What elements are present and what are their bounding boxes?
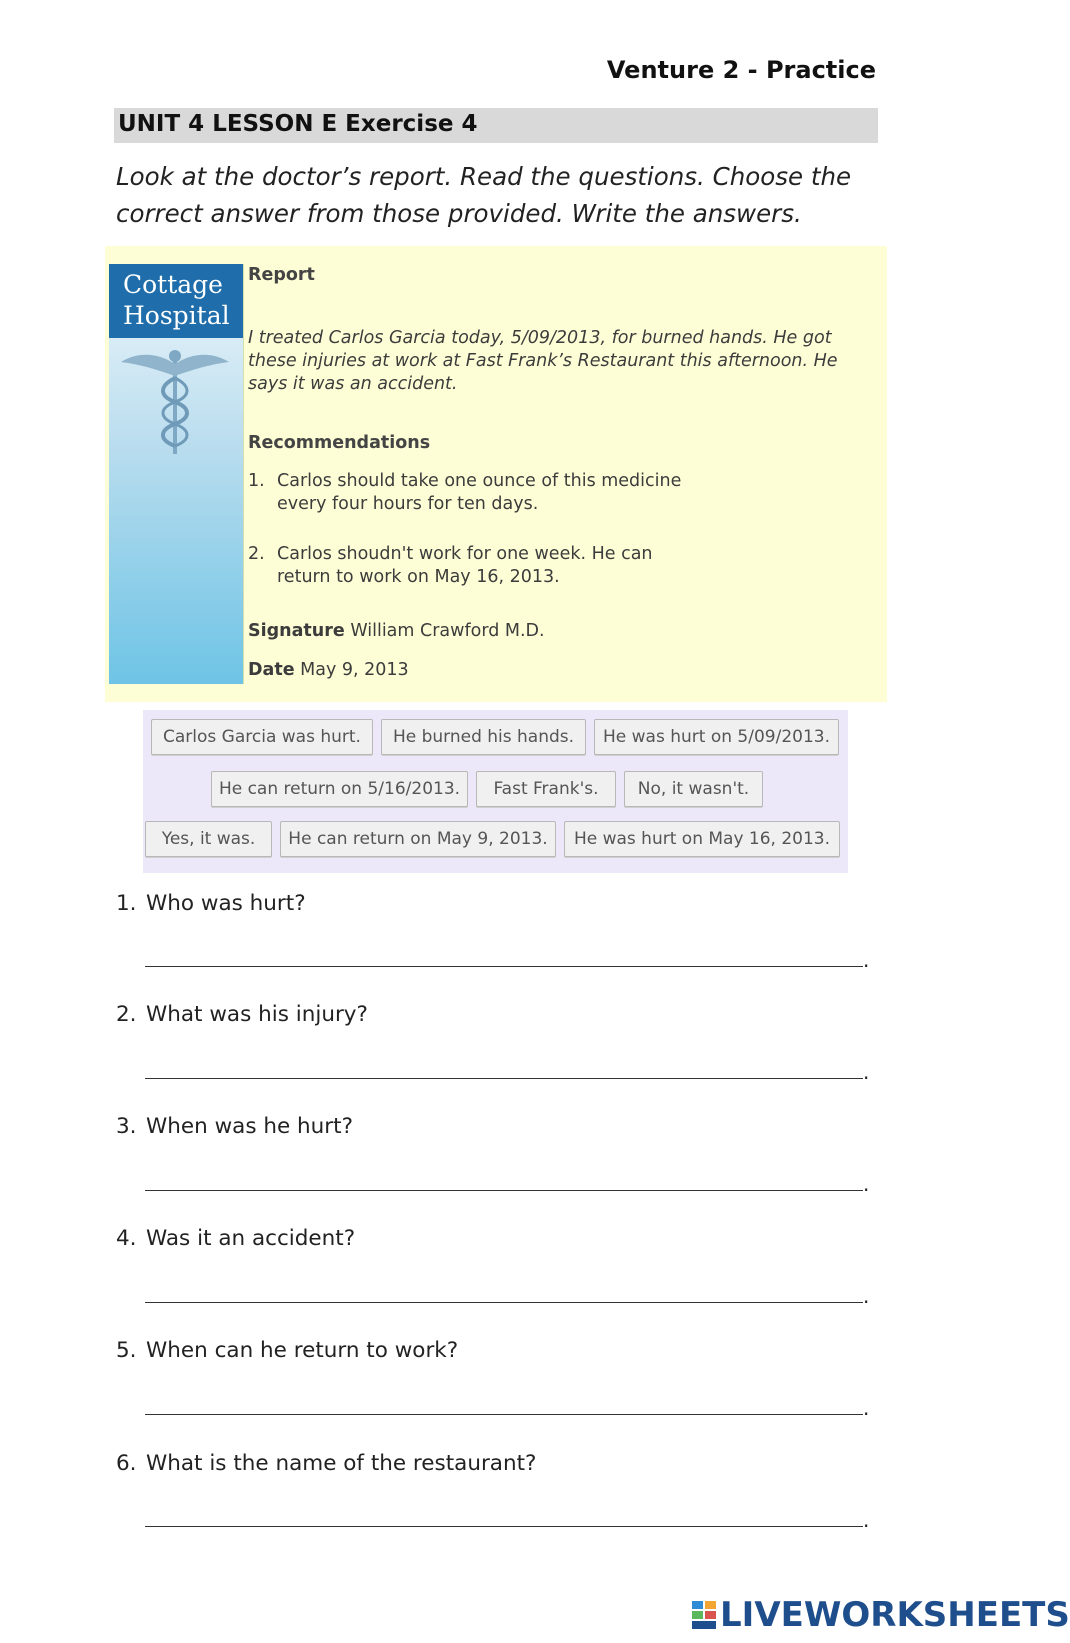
recommendation-text: Carlos should take one ounce of this medicine every four hours for ten days. [277,471,682,514]
question-text: What was his injury? [146,1002,368,1027]
question-3 [116,1114,353,1139]
answer-chip[interactable]: He burned his hands. [381,719,586,755]
instructions: Look at the doctor’s report. Read the questions. Choose the correct answer from those provided. Write the answers. [116,162,852,228]
signature-value: William Crawford M.D. [350,621,545,641]
question-1 [116,891,306,916]
question-2 [116,1002,368,1027]
answer-chip[interactable]: Carlos Garcia was hurt. [151,719,373,755]
date-line [248,659,409,682]
question-text: What is the name of the restaurant? [146,1451,537,1476]
question-text: Was it an accident? [146,1226,356,1251]
report-heading: Report [248,265,315,285]
recommendation-number: 1. [248,471,265,491]
question-4 [116,1226,355,1251]
doctor-report [105,246,887,702]
question-number: 3. [116,1114,137,1139]
date-label: Date [248,660,295,680]
recommendation-number: 2. [248,544,265,564]
hospital-sidebar [109,264,244,684]
question-number: 4. [116,1226,137,1251]
date-value: May 9, 2013 [300,660,409,680]
answer-end-mark: . [863,1172,870,1196]
answer-chip[interactable]: He can return on May 9, 2013. [280,821,556,857]
liveworksheets-brand: LIVEWORKSHEETS [720,1595,1070,1635]
question-number: 2. [116,1002,137,1027]
answer-end-mark: . [863,1508,870,1532]
series-title: Venture 2 - Practice [606,56,876,84]
answer-field-1[interactable] [145,966,863,967]
answer-end-mark: . [863,1060,870,1084]
logo-line-2: Hospital [123,301,230,330]
answer-chip[interactable]: No, it wasn't. [624,771,763,807]
answer-end-mark: . [863,948,870,972]
answer-chip[interactable]: Fast Frank's. [476,771,616,807]
answer-chip[interactable]: He was hurt on May 16, 2013. [564,821,840,857]
signature-line [248,620,545,643]
hospital-logo [109,264,243,338]
answer-end-mark: . [863,1396,870,1420]
recommendations-heading: Recommendations [248,433,431,453]
answer-field-3[interactable] [145,1190,863,1191]
recommendation-text: Carlos shoudn't work for one week. He can return to work on May 16, 2013. [277,544,653,587]
answer-chip[interactable]: He was hurt on 5/09/2013. [594,719,839,755]
answer-end-mark: . [863,1284,870,1308]
signature-label: Signature [248,621,345,641]
logo-line-1: Cottage [123,270,223,299]
answer-field-6[interactable] [145,1526,863,1527]
question-text: When can he return to work? [146,1338,459,1363]
question-text: When was he hurt? [146,1114,353,1139]
answer-bank [143,710,848,873]
answer-field-2[interactable] [145,1078,863,1079]
answer-chip[interactable]: He can return on 5/16/2013. [211,771,468,807]
caduceus-icon [119,348,231,458]
report-body: I treated Carlos Garcia today, 5/09/2013, for burned hands. He got these injuries at work at Fast Frank’s Restaurant this afternoon. He says it was an accident. [248,328,838,394]
answer-field-4[interactable] [145,1302,863,1303]
unit-heading: UNIT 4 LESSON E Exercise 4 [114,108,878,143]
liveworksheets-logo-icon [692,1601,716,1629]
question-number: 5. [116,1338,137,1363]
question-6 [116,1451,536,1476]
question-5 [116,1338,458,1363]
question-text: Who was hurt? [146,891,306,916]
question-number: 6. [116,1451,137,1476]
question-number: 1. [116,891,137,916]
answer-field-5[interactable] [145,1414,863,1415]
answer-chip[interactable]: Yes, it was. [145,821,272,857]
